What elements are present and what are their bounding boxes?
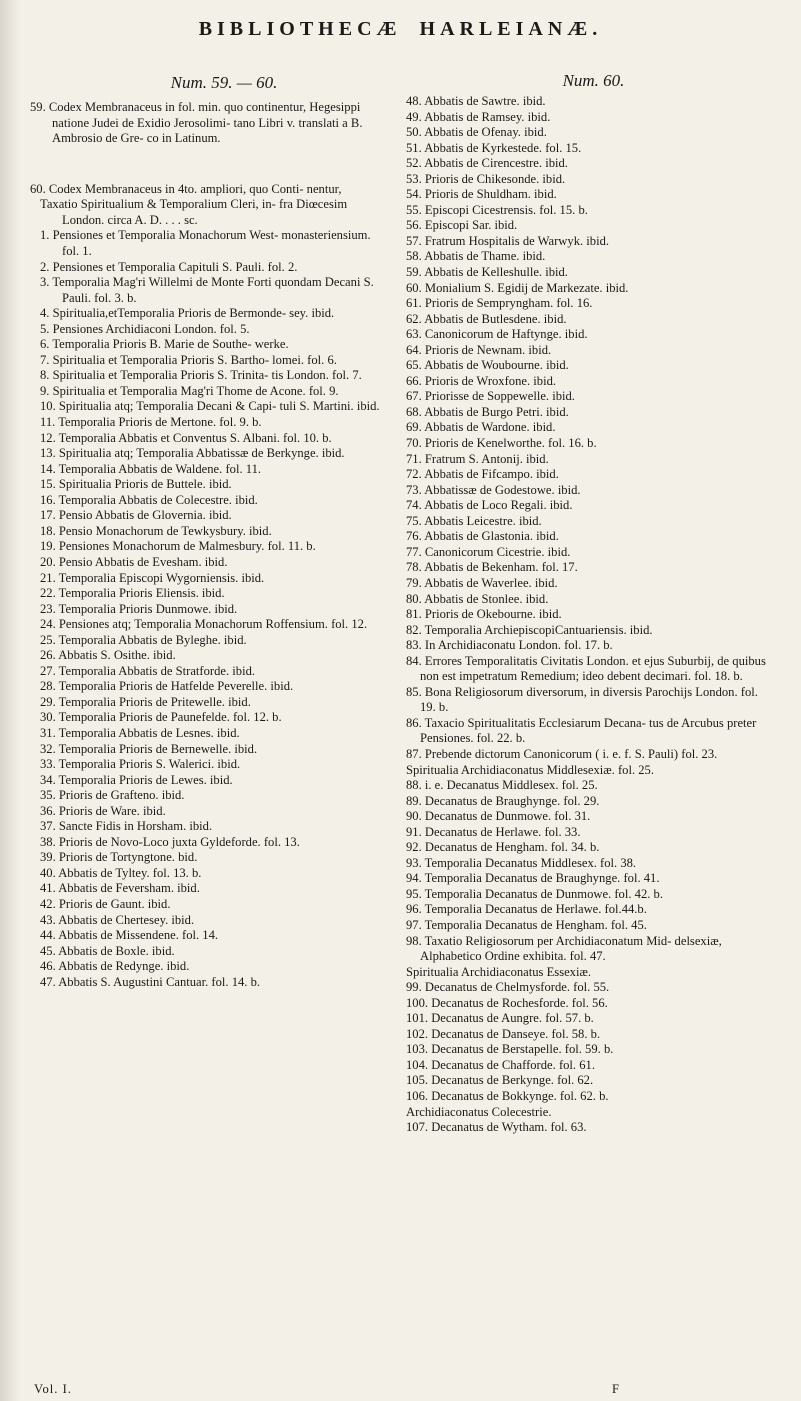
catalog-entry: 28. Temporalia Prioris de Hatfelde Peverelle. ibid. (40, 679, 294, 694)
catalog-entry: 26. Abbatis S. Osithe. ibid. (40, 648, 176, 663)
right-entries (406, 94, 771, 1136)
right-column (406, 58, 771, 1136)
catalog-entry: 29. Temporalia Prioris de Pritewelle. ibid. (40, 694, 251, 709)
catalog-entry: 11. Temporalia Prioris de Mertone. fol. 9. b. (40, 415, 262, 430)
entry-spacer (30, 159, 388, 169)
catalog-entry: 39. Prioris de Tortyngtone. bid. (40, 850, 198, 865)
left-num-heading: Num. 59. — 60. (170, 73, 278, 92)
catalog-entry: 25. Temporalia Abbatis de Byleghe. ibid. (40, 632, 247, 647)
catalog-entry: 56. Episcopi Sar. ibid. (406, 218, 518, 233)
catalog-entry: 49. Abbatis de Ramsey. ibid. (406, 109, 551, 124)
catalog-entry: 37. Sancte Fidis in Horsham. ibid. (40, 819, 213, 834)
catalog-entry: 60. Monialium S. Egidij de Markezate. ibid. (406, 280, 629, 295)
catalog-entry: 48. Abbatis de Sawtre. ibid. (406, 94, 546, 108)
catalog-entry: 100. Decanatus de Rochesforde. fol. 56. (406, 995, 608, 1010)
catalog-entry: 6. Temporalia Prioris B. Marie de Southe- werke. (40, 337, 289, 352)
catalog-entry: 58. Abbatis de Thame. ibid. (406, 249, 546, 264)
catalog-entry: 94. Temporalia Decanatus de Braughynge. fol. 41. (406, 871, 660, 886)
catalog-entry: 33. Temporalia Prioris S. Walerici. ibid. (40, 757, 241, 772)
catalog-entry: 104. Decanatus de Chafforde. fol. 61. (406, 1057, 595, 1072)
catalog-entry: 78. Abbatis de Bekenham. fol. 17. (406, 560, 578, 575)
binding-shadow (0, 0, 20, 1401)
catalog-entry: 59. Abbatis de Kelleshulle. ibid. (406, 265, 568, 280)
catalog-entry: 2. Pensiones et Temporalia Capituli S. Pauli. fol. 2. (40, 259, 298, 274)
catalog-entry: 59. Codex Membranaceus in fol. min. quo continentur, Hegesippi natione Judei de Exidio Jerosolimi- tano Libri v. translati a B. Ambrosio de Gre- co in Latinum. (30, 100, 363, 146)
catalog-entry: 87. Prebende dictorum Canonicorum ( i. e. f. S. Pauli) fol. 23. (406, 746, 718, 761)
catalog-entry: 101. Decanatus de Aungre. fol. 57. b. (406, 1011, 594, 1026)
catalog-entry: 62. Abbatis de Butlesdene. ibid. (406, 311, 567, 326)
catalog-entry: 23. Temporalia Prioris Dunmowe. ibid. (40, 601, 238, 616)
catalog-entry: 1. Pensiones et Temporalia Monachorum West- monasteriensium. fol. 1. (40, 228, 371, 259)
catalog-entry: 35. Prioris de Grafteno. ibid. (40, 788, 185, 803)
catalog-entry: 89. Decanatus de Braughynge. fol. 29. (406, 793, 600, 808)
catalog-entry: 107. Decanatus de Wytham. fol. 63. (406, 1120, 587, 1135)
catalog-entry: 65. Abbatis de Woubourne. ibid. (406, 358, 569, 373)
catalog-entry: 64. Prioris de Newnam. ibid. (406, 342, 552, 357)
catalog-entry: 74. Abbatis de Loco Regali. ibid. (406, 498, 573, 513)
volume-footer: Vol. I. (34, 1382, 72, 1396)
catalog-entry: 15. Spiritualia Prioris de Buttele. ibid. (40, 477, 232, 492)
catalog-entry: 41. Abbatis de Feversham. ibid. (40, 881, 200, 896)
catalog-entry: 55. Episcopi Cicestrensis. fol. 15. b. (406, 202, 588, 217)
catalog-entry: Taxatio Spiritualium & Temporalium Cleri, in- fra Diœcesim London. circa A. D. . . . sc. (40, 197, 348, 227)
catalog-entry: 21. Temporalia Episcopi Wygorniensis. ibid. (40, 570, 265, 585)
catalog-entry: 47. Abbatis S. Augustini Cantuar. fol. 14. b. (40, 974, 261, 989)
catalog-entry: 82. Temporalia ArchiepiscopiCantuariensis. ibid. (406, 622, 653, 637)
catalog-entry: 75. Abbatis Leicestre. ibid. (406, 513, 542, 528)
catalog-entry: 57. Fratrum Hospitalis de Warwyk. ibid. (406, 233, 610, 248)
catalog-entry: 45. Abbatis de Boxle. ibid. (40, 943, 175, 958)
catalog-entry: 24. Pensiones atq; Temporalia Monachorum Roffensium. fol. 12. (40, 617, 368, 632)
catalog-entry: 61. Prioris de Sempryngham. fol. 16. (406, 296, 593, 311)
catalog-entry: 88. i. e. Decanatus Middlesex. fol. 25. (406, 778, 598, 793)
catalog-entry: 3. Temporalia Mag'ri Willelmi de Monte Forti quondam Decani S. Pauli. fol. 3. b. (40, 275, 374, 305)
catalog-entry: 60. Codex Membranaceus in 4to. ampliori, quo Conti- nentur, (30, 181, 342, 196)
catalog-entry: 81. Prioris de Okebourne. ibid. (406, 607, 562, 622)
running-head-left: BIBLIOTHECÆ (198, 18, 402, 40)
catalog-entry: 20. Pensio Abbatis de Evesham. ibid. (40, 554, 228, 569)
catalog-entry: 84. Errores Temporalitatis Civitatis London. et ejus Suburbij, de quibus non est impetratum Remedium; ideo debent decimari. fol. 18. b. (406, 653, 766, 684)
catalog-entry: 4. Spiritualia,etTemporalia Prioris de Bermonde- sey. ibid. (40, 306, 335, 321)
catalog-entry: 19. Pensiones Monachorum de Malmesbury. fol. 11. b. (40, 539, 316, 554)
catalog-entry: 93. Temporalia Decanatus Middlesex. fol. 38. (406, 855, 637, 870)
catalog-entry: 99. Decanatus de Chelmysforde. fol. 55. (406, 980, 610, 995)
catalog-entry: 68. Abbatis de Burgo Petri. ibid. (406, 404, 569, 419)
running-head (0, 18, 801, 41)
catalog-entry: 44. Abbatis de Missendene. fol. 14. (40, 928, 219, 943)
catalog-entry: 91. Decanatus de Herlawe. fol. 33. (406, 824, 581, 839)
catalog-entry: 97. Temporalia Decanatus de Hengham. fol. 45. (406, 917, 647, 932)
catalog-entry: 7. Spiritualia et Temporalia Prioris S. Bartho- lomei. fol. 6. (40, 352, 337, 367)
right-num-heading: Num. 60. (562, 71, 625, 90)
left-entries (30, 100, 388, 990)
catalog-entry: 40. Abbatis de Tyltey. fol. 13. b. (40, 865, 202, 880)
catalog-entry: 69. Abbatis de Wardone. ibid. (406, 420, 556, 435)
catalog-entry: 83. In Archidiaconatu London. fol. 17. b. (406, 638, 613, 653)
catalog-entry: 38. Prioris de Novo-Loco juxta Gyldeforde. fol. 13. (40, 834, 300, 849)
catalog-entry: 98. Taxatio Religiosorum per Archidiaconatum Mid- delsexiæ, Alphabetico Ordine exhibita. fol. 47. (406, 933, 722, 964)
catalog-entry: 5. Pensiones Archidiaconi London. fol. 5. (40, 321, 250, 336)
catalog-entry: 31. Temporalia Abbatis de Lesnes. ibid. (40, 725, 240, 740)
catalog-entry: 16. Temporalia Abbatis de Colecestre. ibid. (40, 492, 258, 507)
catalog-entry: 80. Abbatis de Stonlee. ibid. (406, 591, 549, 606)
catalog-entry: 76. Abbatis de Glastonia. ibid. (406, 529, 559, 544)
catalog-entry: 102. Decanatus de Danseye. fol. 58. b. (406, 1026, 601, 1041)
catalog-entry: 18. Pensio Monachorum de Tewkysbury. ibid. (40, 523, 272, 538)
catalog-entry: 67. Priorisse de Soppewelle. ibid. (406, 389, 575, 404)
catalog-entry: 85. Bona Religiosorum diversorum, in diversis Parochijs London. fol. 19. b. (406, 684, 758, 715)
catalog-entry: 22. Temporalia Prioris Eliensis. ibid. (40, 586, 225, 601)
catalog-entry: 90. Decanatus de Dunmowe. fol. 31. (406, 809, 591, 824)
catalog-entry: Archidiaconatus Colecestrie. (406, 1104, 552, 1119)
signature-mark: F (612, 1382, 620, 1396)
catalog-entry: 73. Abbatissæ de Godestowe. ibid. (406, 482, 581, 497)
catalog-entry: 77. Canonicorum Cicestrie. ibid. (406, 544, 571, 559)
catalog-entry: 46. Abbatis de Redynge. ibid. (40, 959, 190, 974)
catalog-entry: 12. Temporalia Abbatis et Conventus S. Albani. fol. 10. b. (40, 430, 332, 445)
catalog-entry: 52. Abbatis de Cirencestre. ibid. (406, 156, 568, 171)
catalog-entry: 43. Abbatis de Chertesey. ibid. (40, 912, 195, 927)
catalog-entry: 95. Temporalia Decanatus de Dunmowe. fol. 42. b. (406, 886, 663, 901)
catalog-entry: 50. Abbatis de Ofenay. ibid. (406, 125, 547, 140)
catalog-entry: 51. Abbatis de Kyrkestede. fol. 15. (406, 140, 582, 155)
catalog-entry: 92. Decanatus de Hengham. fol. 34. b. (406, 840, 600, 855)
catalog-entry: 72. Abbatis de Fifcampo. ibid. (406, 467, 559, 482)
catalog-entry: 34. Temporalia Prioris de Lewes. ibid. (40, 772, 233, 787)
catalog-entry: 63. Canonicorum de Haftynge. ibid. (406, 327, 588, 342)
catalog-entry: 54. Prioris de Shuldham. ibid. (406, 187, 557, 202)
catalog-entry: 14. Temporalia Abbatis de Waldene. fol. 11. (40, 461, 262, 476)
catalog-entry: 53. Prioris de Chikesonde. ibid. (406, 171, 566, 186)
catalog-entry: 30. Temporalia Prioris de Paunefelde. fol. 12. b. (40, 710, 282, 725)
catalog-entry: 13. Spiritualia atq; Temporalia Abbatissæ de Berkynge. ibid. (40, 446, 345, 461)
catalog-entry: 17. Pensio Abbatis de Glovernia. ibid. (40, 508, 232, 523)
catalog-entry: 96. Temporalia Decanatus de Herlawe. fol.44.b. (406, 902, 647, 917)
catalog-entry: Spiritualia Archidiaconatus Middlesexiæ. fol. 25. (406, 762, 654, 777)
left-column (30, 58, 388, 990)
catalog-entry: Spiritualia Archidiaconatus Essexiæ. (406, 964, 592, 979)
catalog-entry: 71. Fratrum S. Antonij. ibid. (406, 451, 549, 466)
catalog-entry: 8. Spiritualia et Temporalia Prioris S. Trinita- tis London. fol. 7. (40, 368, 362, 383)
catalog-entry: 103. Decanatus de Berstapelle. fol. 59. b. (406, 1042, 614, 1057)
catalog-entry: 79. Abbatis de Waverlee. ibid. (406, 575, 558, 590)
catalog-entry: 42. Prioris de Gaunt. ibid. (40, 896, 171, 911)
running-head-right: HARLEIANÆ. (419, 18, 603, 40)
catalog-entry: 86. Taxacio Spiritualitatis Ecclesiarum Decana- tus de Arcubus preter Pensiones. fol. 22. b. (406, 715, 757, 746)
catalog-entry: 9. Spiritualia et Temporalia Mag'ri Thome de Acone. fol. 9. (40, 383, 339, 398)
catalog-entry: 66. Prioris de Wroxfone. ibid. (406, 373, 557, 388)
catalog-entry: 27. Temporalia Abbatis de Stratforde. ibid. (40, 663, 256, 678)
catalog-entry: 106. Decanatus de Bokkynge. fol. 62. b. (406, 1089, 609, 1103)
catalog-entry: 32. Temporalia Prioris de Bernewelle. ibid. (40, 741, 258, 756)
catalog-entry: 36. Prioris de Ware. ibid. (40, 803, 166, 818)
catalog-entry: 70. Prioris de Kenelworthe. fol. 16. b. (406, 436, 597, 451)
catalog-entry: 105. Decanatus de Berkynge. fol. 62. (406, 1073, 594, 1088)
catalog-entry: 10. Spiritualia atq; Temporalia Decani & Capi- tuli S. Martini. ibid. (40, 399, 380, 414)
